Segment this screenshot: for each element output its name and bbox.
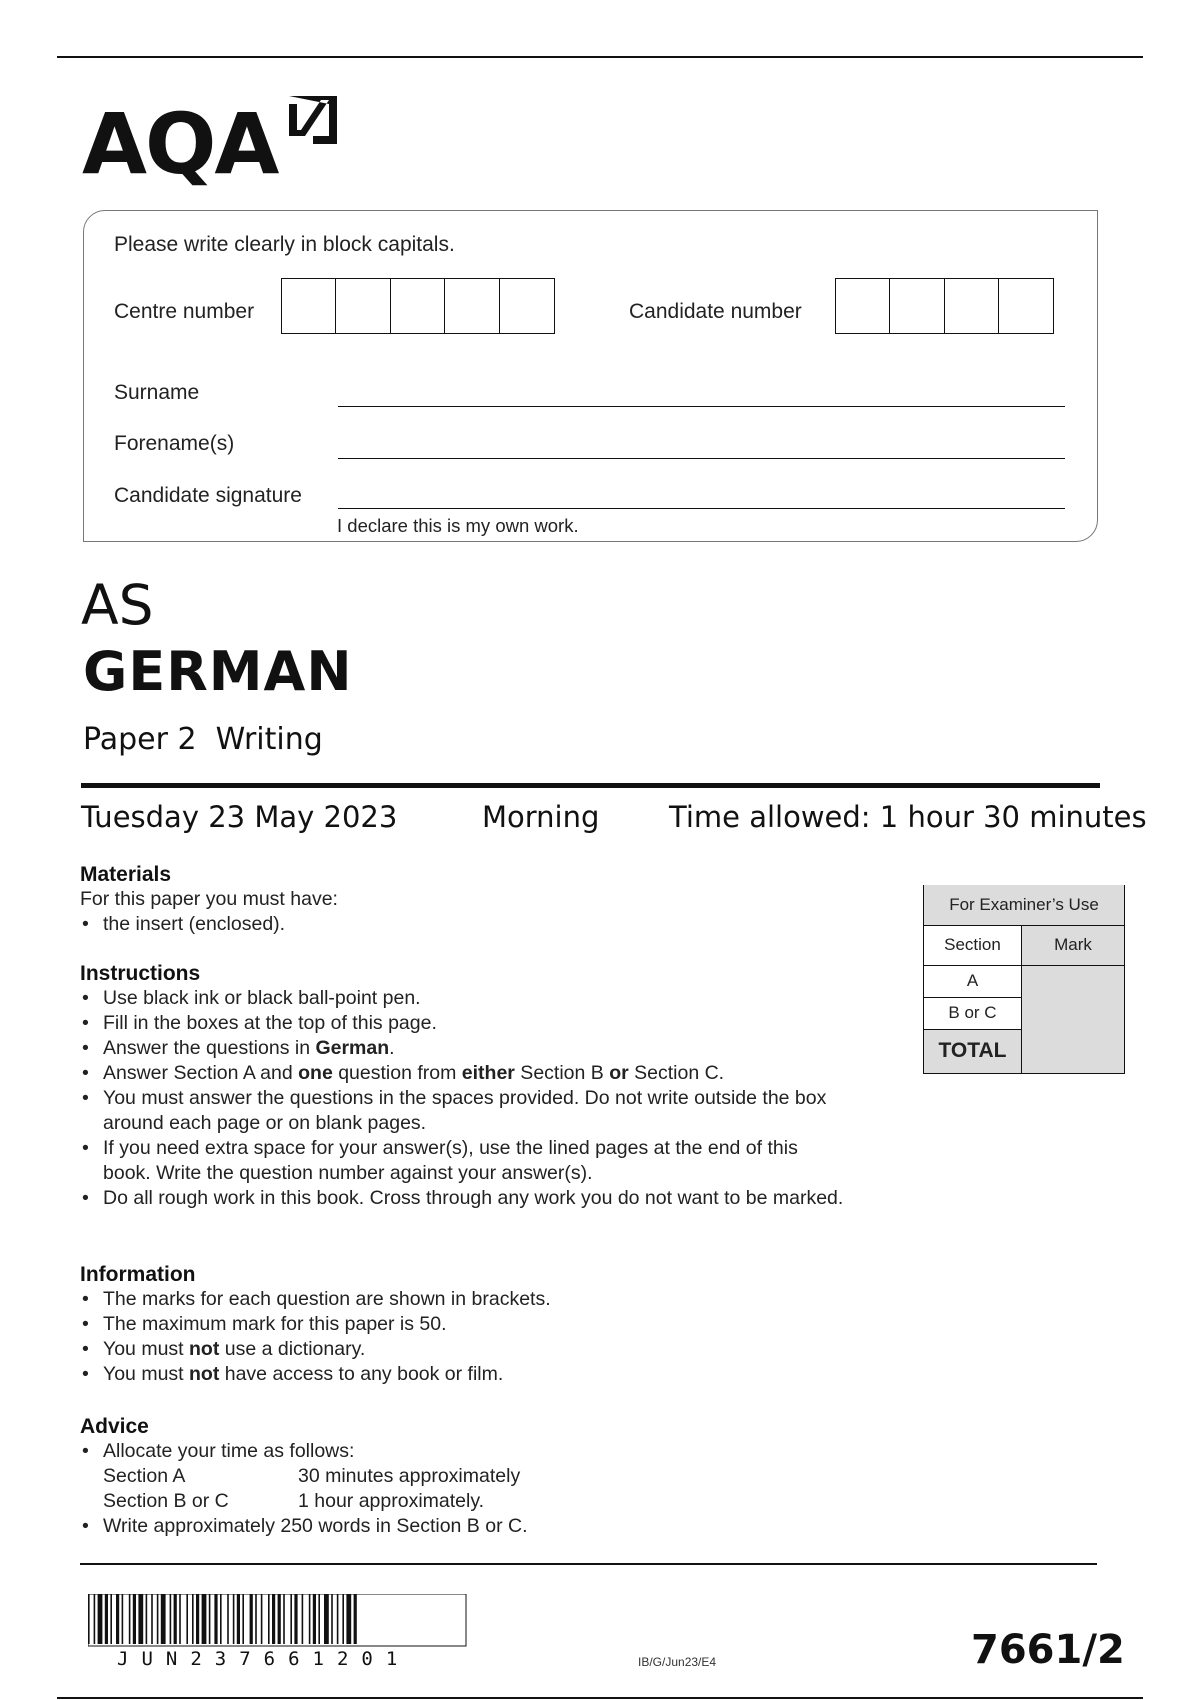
- materials-section: [80, 863, 840, 937]
- list-item: • The maximum mark for this paper is 50.: [80, 1312, 840, 1337]
- advice-section: [80, 1415, 840, 1539]
- list-item: • Allocate your time as follows: Section A 30 minutes approximately Section B or C 1 hour approximately.: [80, 1439, 840, 1514]
- aqa-logo-text: AQA: [82, 95, 278, 193]
- information-heading: Information: [80, 1263, 196, 1286]
- centre-number-digit[interactable]: [499, 278, 555, 334]
- title-rule: [81, 783, 1100, 788]
- declaration-text: I declare this is my own work.: [337, 515, 579, 536]
- paper-reference: IB/G/Jun23/E4: [638, 1655, 717, 1669]
- instructions-section: [80, 962, 850, 1211]
- list-item: • Write approximately 250 words in Section B or C.: [80, 1514, 840, 1539]
- subject-title: GERMAN: [83, 640, 353, 703]
- exam-date: Tuesday 23 May 2023: [81, 800, 398, 834]
- candidate-number-digit[interactable]: [835, 278, 891, 334]
- advice-time-bc: 1 hour approximately.: [298, 1490, 485, 1512]
- centre-number-label: Centre number: [114, 300, 255, 323]
- qualification-level: AS: [81, 573, 154, 637]
- signature-field[interactable]: [338, 508, 1065, 509]
- centre-number-digit[interactable]: [335, 278, 391, 334]
- list-item: • Do all rough work in this book. Cross through any work you do not want to be marked.: [80, 1186, 850, 1211]
- list-item: • You must answer the questions in the spaces provided. Do not write outside the box around each page or on blank pages.: [80, 1086, 850, 1136]
- information-section: [80, 1263, 840, 1387]
- centre-number-digit[interactable]: [390, 278, 446, 334]
- signature-label: Candidate signature: [114, 484, 302, 507]
- list-item: • You must not use a dictionary.: [80, 1337, 840, 1362]
- list-item: • The marks for each question are shown in brackets.: [80, 1287, 840, 1312]
- aqa-logo-mark-icon: [285, 92, 341, 148]
- centre-number-boxes[interactable]: [282, 278, 555, 334]
- list-item: • If you need extra space for your answer(s), use the lined pages at the end of this book. Write the question number against your answer(s).: [80, 1136, 850, 1186]
- examiner-use-table: [923, 885, 1125, 1074]
- list-item: • Fill in the boxes at the top of this page.: [80, 1011, 850, 1036]
- candidate-number-digit[interactable]: [944, 278, 1000, 334]
- advice-section-bc: Section B or C: [103, 1490, 229, 1512]
- examiner-table-header: For Examiner’s Use: [924, 885, 1125, 925]
- examiner-mark-cell: [1022, 965, 1125, 1073]
- materials-heading: Materials: [80, 863, 172, 886]
- barcode-icon: [88, 1594, 468, 1651]
- list-item: • Answer the questions in German.: [80, 1036, 850, 1061]
- instructions-heading: Instructions: [80, 962, 201, 985]
- forenames-field[interactable]: [338, 458, 1065, 459]
- instructions-list: [80, 986, 850, 1211]
- forenames-label: Forename(s): [114, 432, 235, 455]
- footer-rule: [80, 1563, 1097, 1565]
- examiner-row-bc: B or C: [924, 997, 1022, 1029]
- candidate-number-digit[interactable]: [889, 278, 945, 334]
- surname-label: Surname: [114, 381, 200, 404]
- list-item: • Use black ink or black ball-point pen.: [80, 986, 850, 1011]
- list-item: • Answer Section A and one question from either Section B or Section C.: [80, 1061, 850, 1086]
- block-capitals-instruction: Please write clearly in block capitals.: [114, 233, 455, 256]
- centre-number-digit[interactable]: [444, 278, 500, 334]
- barcode-bars: [88, 1594, 468, 1651]
- paper-title: Paper 2 Writing: [83, 722, 323, 757]
- candidate-number-digit[interactable]: [998, 278, 1054, 334]
- materials-list: [80, 912, 840, 937]
- candidate-number-boxes[interactable]: [836, 278, 1054, 334]
- paper-code: 7661/2: [971, 1627, 1125, 1673]
- examiner-col-mark: Mark: [1022, 925, 1125, 965]
- time-allowed: Time allowed: 1 hour 30 minutes: [669, 800, 1147, 834]
- centre-number-digit[interactable]: [281, 278, 337, 334]
- materials-intro: For this paper you must have:: [80, 888, 338, 910]
- list-item: • the insert (enclosed).: [80, 912, 840, 937]
- advice-heading: Advice: [80, 1415, 149, 1438]
- advice-list: [80, 1439, 840, 1539]
- advice-time-a: 30 minutes approximately: [298, 1465, 521, 1487]
- surname-field[interactable]: [338, 406, 1065, 407]
- aqa-logo: [82, 92, 342, 193]
- exam-session: Morning: [482, 800, 600, 834]
- bottom-rule: [57, 1697, 1143, 1699]
- top-rule: [57, 56, 1143, 58]
- examiner-row-a: A: [924, 965, 1022, 997]
- list-item: • You must not have access to any book or film.: [80, 1362, 840, 1387]
- examiner-total: TOTAL: [924, 1029, 1022, 1073]
- information-list: [80, 1287, 840, 1387]
- advice-section-a: Section A: [103, 1465, 186, 1487]
- candidate-number-label: Candidate number: [629, 300, 802, 323]
- barcode-text: JUN237661201: [117, 1648, 411, 1670]
- examiner-col-section: Section: [924, 925, 1022, 965]
